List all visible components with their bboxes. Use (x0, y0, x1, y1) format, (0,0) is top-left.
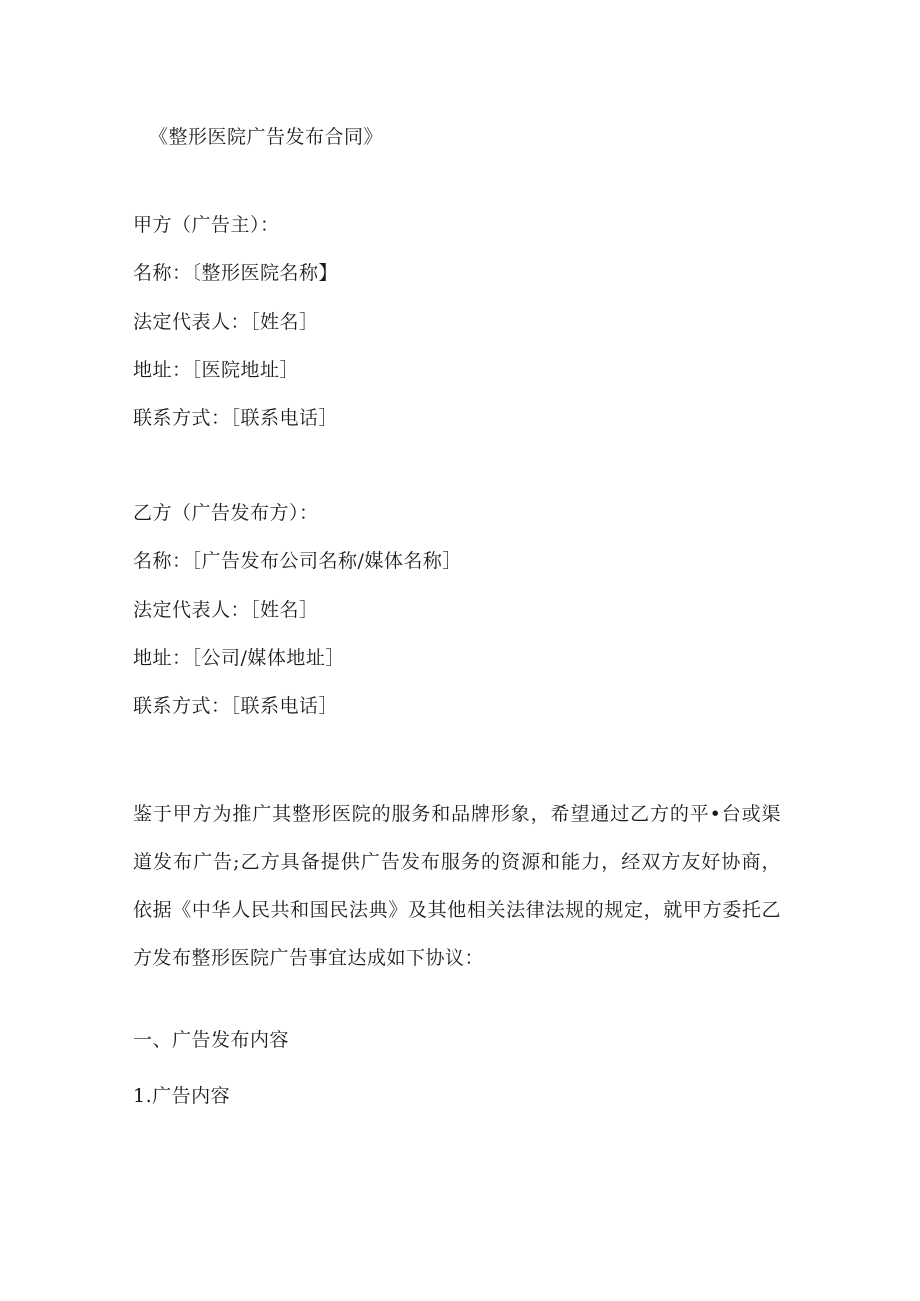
party-b-name: 名称：［广告发布公司名称/媒体名称］ (133, 550, 462, 572)
party-a-name: 名称：〔整形医院名称】 (133, 262, 339, 284)
party-b-heading: 乙方（广告发布方）： (133, 502, 319, 524)
preamble-paragraph: 鉴于甲方为推广其整形医院的服务和品牌形象，希望通过乙方的平•台或渠道发布广告;乙方具备提供广告发布服务的资源和能力，经双方友好协商，依据《中华人民共和国民法典》及其他相关法律法规的规定，就甲方委托乙方发布整形医院广告事宜达成如下协议： (133, 803, 781, 969)
party-a-heading: 甲方（广告主）： (133, 214, 280, 236)
section-1-item-1: 1.广告内容 (133, 1085, 231, 1107)
party-a-contact: 联系方式：［联系电话］ (133, 407, 339, 429)
party-a-address: 地址：［医院地址］ (133, 359, 300, 381)
party-b-contact: 联系方式：［联系电话］ (133, 695, 339, 717)
party-b-address: 地址：［公司/媒体地址］ (133, 647, 345, 669)
party-a-representative: 法定代表人：［姓名］ (133, 311, 319, 333)
document-title: 《整形医院广告发布合同》 (149, 126, 384, 148)
section-1-heading: 一、广告发布内容 (133, 1029, 290, 1051)
party-b-representative: 法定代表人：［姓名］ (133, 599, 319, 621)
